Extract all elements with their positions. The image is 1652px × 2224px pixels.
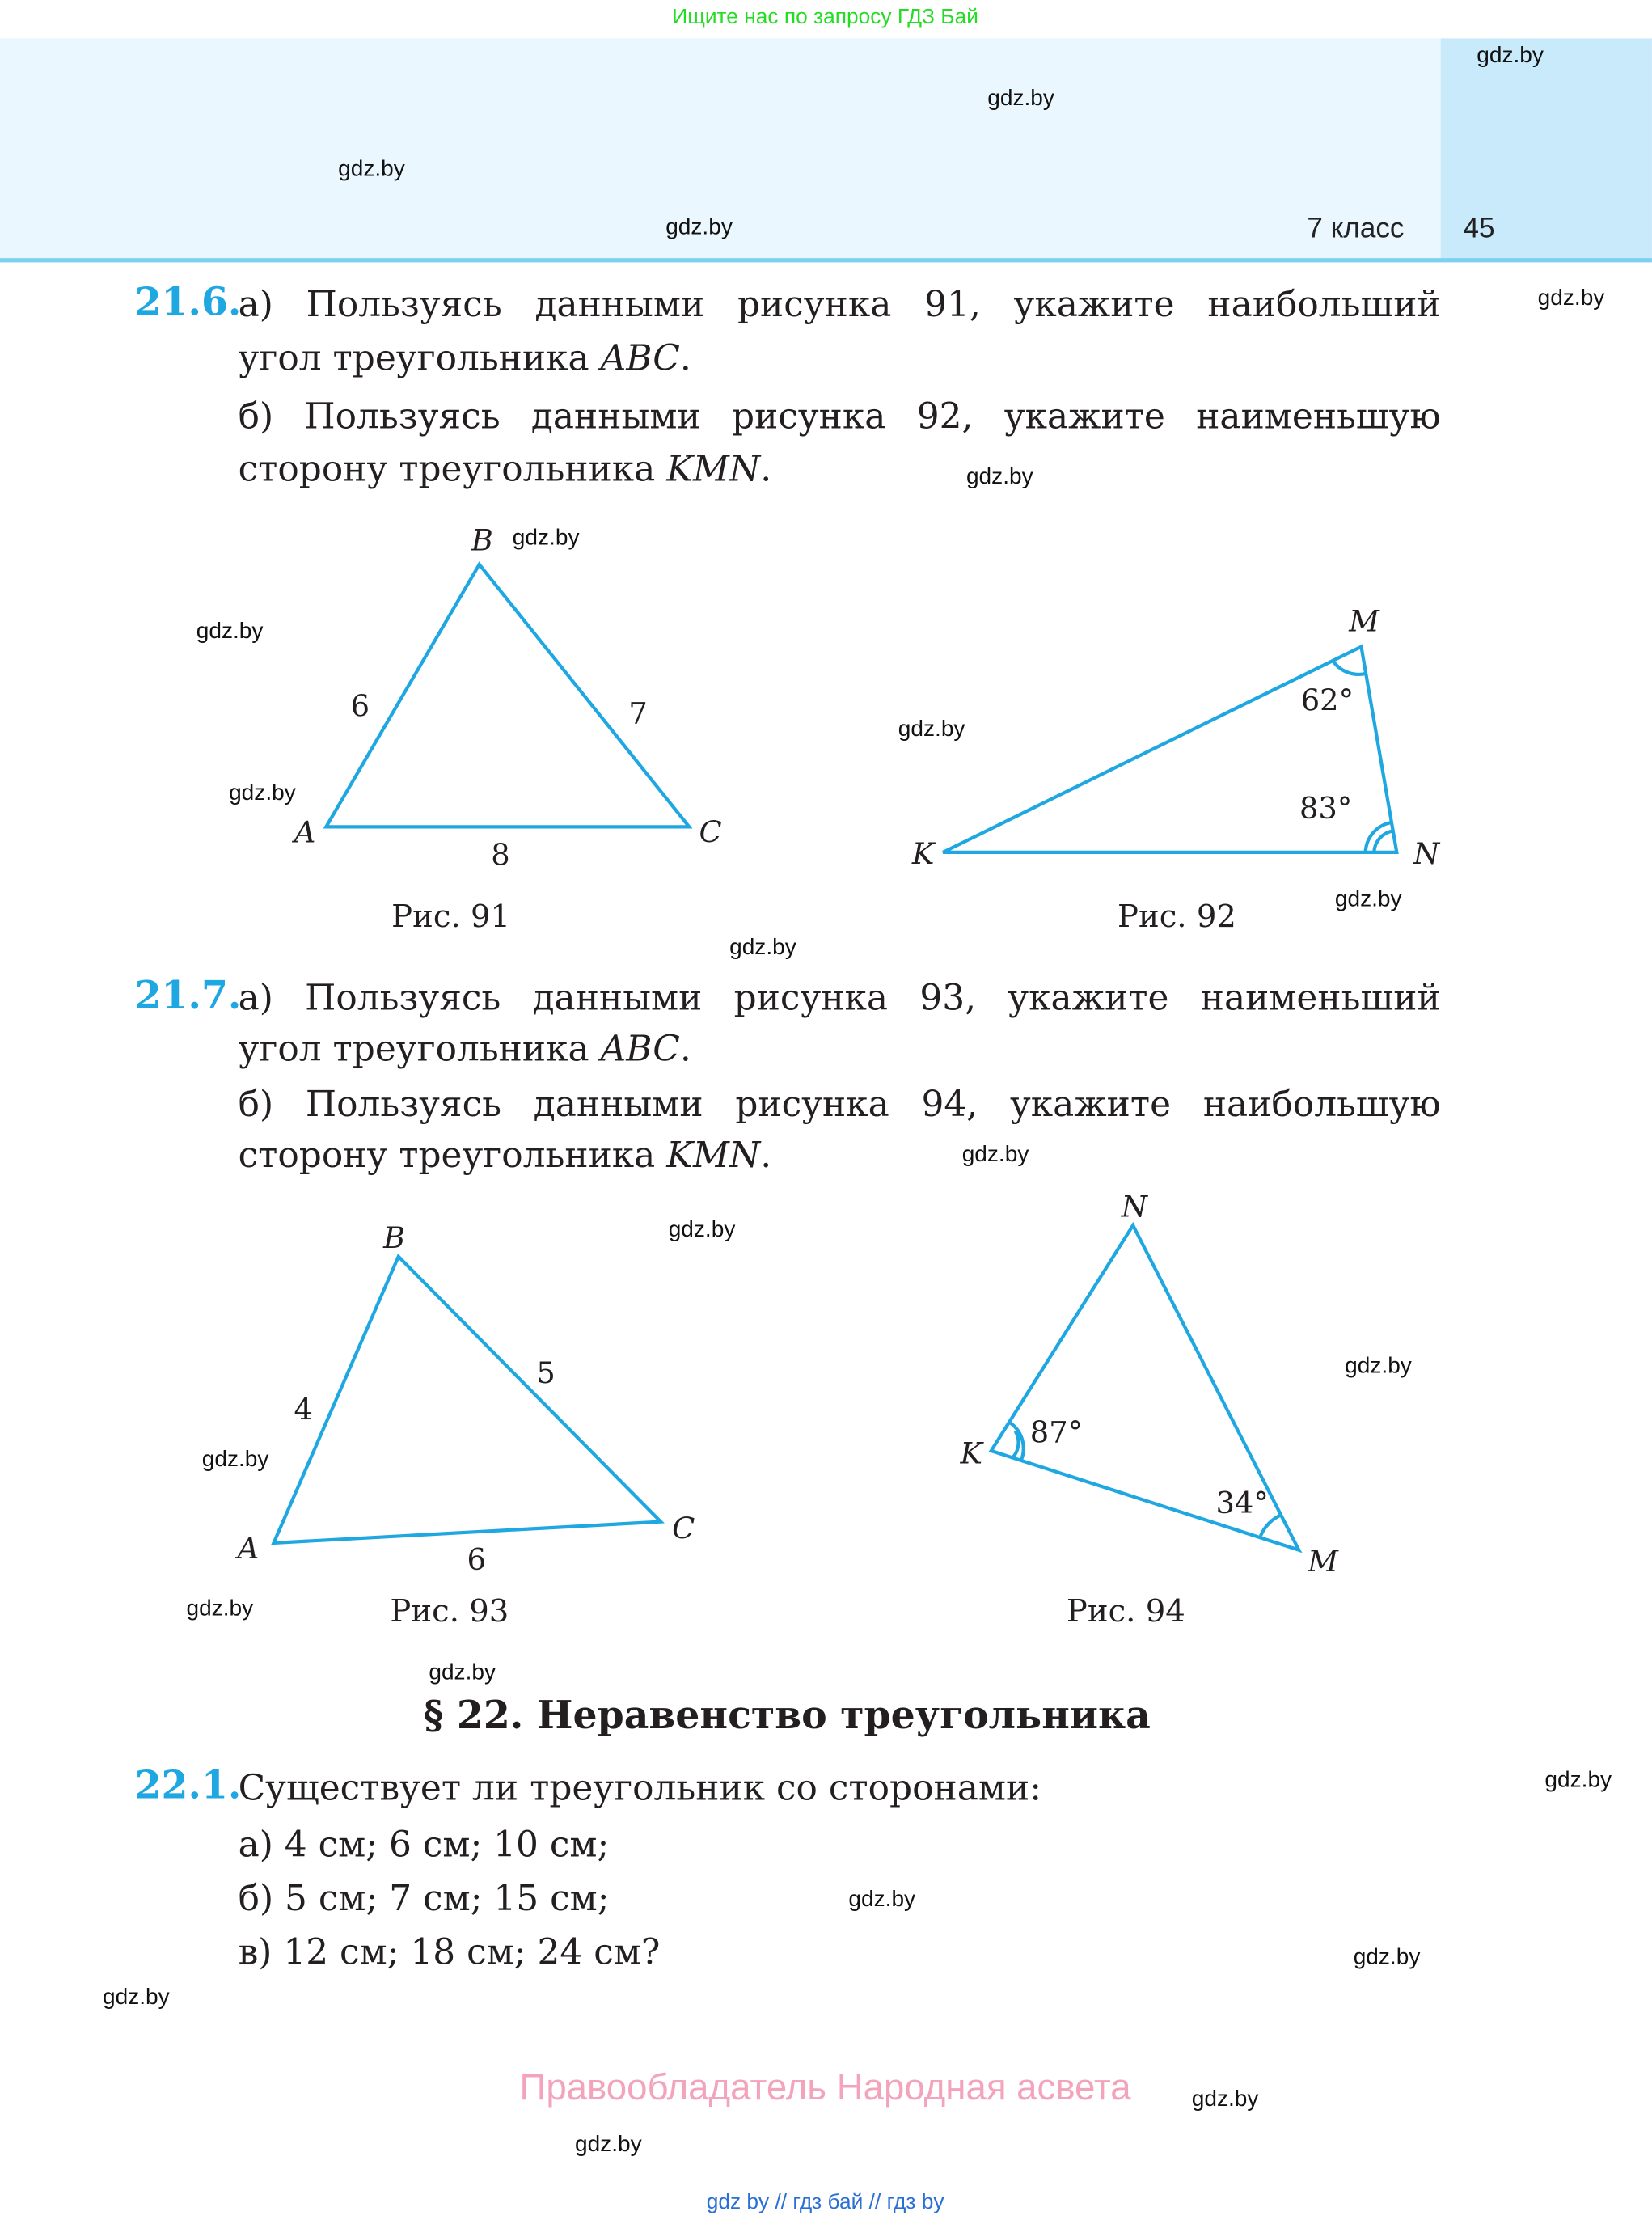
watermark: gdz.by <box>429 1660 496 1685</box>
triangle-name: ABC <box>600 1028 680 1070</box>
watermark: gdz.by <box>1191 2087 1259 2112</box>
watermark: gdz.by <box>196 619 264 645</box>
watermark: gdz.by <box>1477 44 1544 69</box>
watermark: gdz.by <box>665 215 733 240</box>
side-label: 8 <box>491 838 510 873</box>
angle-mark-m <box>1333 661 1365 674</box>
problem-number: 22.1. <box>134 1764 242 1808</box>
problem-text: а) Пользуясь данными рисунка 93, укажите наименьший <box>238 977 1441 1019</box>
angle-label: 62° <box>1300 683 1354 718</box>
watermark: gdz.by <box>848 1888 916 1912</box>
text: угол треугольника <box>238 1028 601 1070</box>
problem-text: а) Пользуясь данными рисунка 91, укажите наибольший <box>238 283 1441 325</box>
vertex-label: B <box>382 1220 406 1255</box>
watermark: gdz.by <box>1544 1768 1612 1793</box>
side-label: 5 <box>536 1355 556 1390</box>
vertex-label: N <box>1413 836 1440 871</box>
vertex-label: B <box>471 523 493 558</box>
side-label: 4 <box>294 1393 313 1427</box>
vertex-label: C <box>672 1512 695 1546</box>
problem-text: сторону треугольника KMN. <box>238 448 772 489</box>
grade-label: 7 класс <box>1307 213 1405 245</box>
watermark: gdz.by <box>186 1596 254 1621</box>
figure-caption: Рис. 94 <box>1066 1594 1185 1630</box>
section-heading: § 22. Неравенство треугольника <box>423 1693 1151 1739</box>
side-label: 6 <box>467 1542 486 1578</box>
option: а) 4 см; 6 см; 10 см; <box>238 1824 610 1865</box>
text: сторону треугольника <box>238 448 667 489</box>
vertex-label: K <box>911 836 935 871</box>
triangle-name: KMN <box>666 448 761 489</box>
triangle-name: ABC <box>600 337 680 379</box>
figure-caption: Рис. 92 <box>1118 899 1236 936</box>
watermark: gdz.by <box>1353 1945 1421 1970</box>
problem-text: угол треугольника ABC. <box>238 1028 691 1070</box>
watermark: gdz.by <box>103 1985 170 2010</box>
figure-caption: Рис. 91 <box>391 899 511 936</box>
problem-text: сторону треугольника KMN. <box>238 1134 772 1176</box>
angle-mark-k <box>1010 1423 1024 1461</box>
side-label: 6 <box>350 689 370 724</box>
watermark: gdz.by <box>1345 1354 1412 1379</box>
watermark: gdz.by <box>729 936 796 961</box>
vertex-label: M <box>1349 604 1379 639</box>
copyright-footer: Правообладатель Народная асвета <box>519 2065 1131 2108</box>
watermark: gdz.by <box>898 717 965 742</box>
figure-caption: Рис. 93 <box>390 1594 509 1630</box>
triangle-fig93 <box>273 1257 661 1543</box>
watermark: gdz.by <box>961 1143 1029 1168</box>
page-number: 45 <box>1463 213 1495 245</box>
text: сторону треугольника <box>238 1134 667 1176</box>
vertex-label: N <box>1121 1190 1147 1224</box>
option: в) 12 см; 18 см; 24 см? <box>238 1931 661 1973</box>
problem-number: 21.6. <box>134 281 242 325</box>
triangle-name: KMN <box>666 1134 761 1176</box>
problem-text: б) Пользуясь данными рисунка 92, укажите наименьшую <box>238 395 1441 438</box>
problem-text: угол треугольника ABC. <box>238 337 691 379</box>
bottom-links[interactable]: gdz by // гдз бай // гдз by <box>706 2190 944 2215</box>
vertex-label: A <box>294 815 316 850</box>
angle-label: 83° <box>1299 791 1353 826</box>
angle-mark-n <box>1366 822 1392 852</box>
angle-label: 87° <box>1029 1415 1084 1450</box>
vertex-label: A <box>237 1531 260 1566</box>
problem-text: Существует ли треугольник со сторонами: <box>238 1766 1041 1808</box>
problem-text: б) Пользуясь данными рисунка 94, укажите наибольшую <box>238 1083 1441 1125</box>
watermark: gdz.by <box>201 1448 269 1473</box>
side-label: 7 <box>628 696 648 731</box>
top-note: Ищите нас по запросу ГДЗ Бай <box>672 5 978 29</box>
watermark: gdz.by <box>1537 286 1605 311</box>
watermark: gdz.by <box>229 781 296 806</box>
watermark: gdz.by <box>965 465 1033 489</box>
vertex-label: M <box>1308 1544 1338 1579</box>
vertex-label: C <box>699 815 722 850</box>
watermark: gdz.by <box>668 1218 736 1243</box>
watermark: gdz.by <box>574 2133 642 2158</box>
text: угол треугольника <box>238 337 601 379</box>
watermark: gdz.by <box>987 86 1054 111</box>
option: б) 5 см; 7 см; 15 см; <box>238 1877 610 1919</box>
watermark: gdz.by <box>338 157 405 182</box>
angle-label: 34° <box>1215 1486 1269 1520</box>
watermark: gdz.by <box>512 526 580 551</box>
problem-number: 21.7. <box>134 974 242 1019</box>
vertex-label: K <box>960 1436 982 1471</box>
watermark: gdz.by <box>1334 887 1402 912</box>
